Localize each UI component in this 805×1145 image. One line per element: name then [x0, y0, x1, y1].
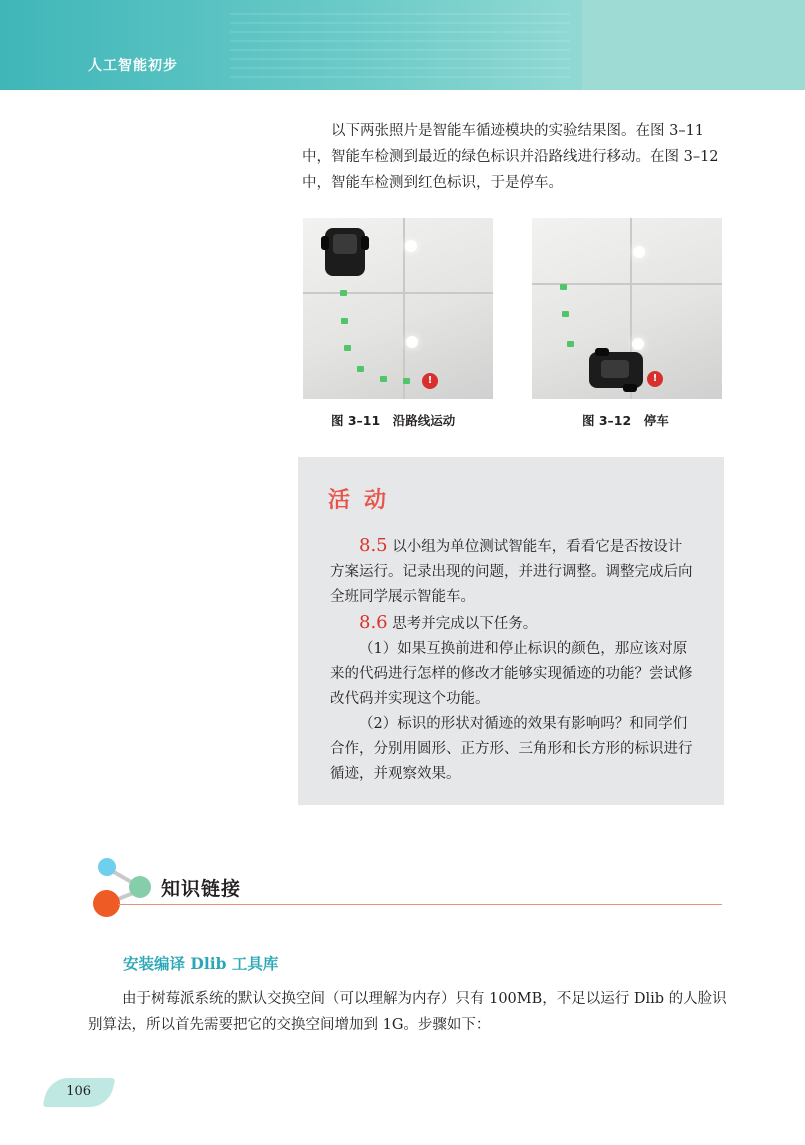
green-marker — [344, 345, 351, 351]
header-panel — [582, 0, 805, 90]
smart-car — [325, 228, 365, 276]
activity-title: 活动 — [328, 488, 401, 513]
green-marker — [380, 376, 387, 382]
page-number: 106 — [66, 1084, 92, 1099]
molecule-icon — [93, 890, 120, 917]
activity-item-number: 8.6 — [359, 612, 388, 633]
figure-3-12-photo — [532, 218, 722, 399]
figure-3-11-caption: 图 3–11 沿路线运动 — [331, 413, 456, 428]
green-marker — [340, 290, 347, 296]
intro-paragraph: 以下两张照片是智能车循迹模块的实验结果图。在图 3–11 中，智能车检测到最近的绿色标识并沿路线进行移动。在图 3–12 中，智能车检测到红色标识，于是停车。 — [302, 123, 719, 191]
activity-subitem: （1）如果互换前进和停止标识的颜色，那应该对原来的代码进行怎样的修改才能够实现循迹的功能？尝试修改代码并实现这个功能。 — [330, 641, 693, 707]
activity-content — [330, 533, 695, 787]
activity-box — [298, 457, 724, 805]
book-title: 人工智能初步 — [88, 58, 178, 74]
figure-3-12-caption: 图 3–12 停车 — [582, 413, 669, 428]
knowledge-link-header — [88, 856, 728, 918]
green-marker — [567, 341, 574, 347]
molecule-icon — [98, 858, 116, 876]
divider — [118, 904, 722, 905]
activity-subitem: （2）标识的形状对循迹的效果有影响吗？和同学们合作，分别用圆形、正方形、三角形和长方形的标识进行循迹，并观察效果。 — [330, 716, 693, 782]
knowledge-link-title: 知识链接 — [161, 878, 242, 900]
green-marker — [560, 284, 567, 290]
page-header — [0, 0, 805, 90]
activity-item-number: 8.5 — [359, 535, 388, 556]
red-stop-marker: ! — [647, 371, 663, 387]
green-marker — [357, 366, 364, 372]
green-marker — [341, 318, 348, 324]
activity-item-text: 思考并完成以下任务。 — [387, 616, 538, 632]
green-marker — [562, 311, 569, 317]
green-marker — [403, 378, 410, 384]
red-stop-marker: ! — [422, 373, 438, 389]
activity-item-text: 以小组为单位测试智能车，看看它是否按设计方案运行。记录出现的问题，并进行调整。调整完成后向全班同学展示智能车。 — [330, 539, 693, 605]
page-number-badge — [42, 1078, 115, 1107]
knowledge-paragraph: 由于树莓派系统的默认交换空间（可以理解为内存）只有 100MB，不足以运行 Dlib 的人脸识别算法，所以首先需要把它的交换空间增加到 1G。步骤如下： — [88, 991, 727, 1033]
figure-3-11-photo — [303, 218, 493, 399]
smart-car — [589, 352, 643, 388]
section-subtitle: 安装编译 Dlib 工具库 — [123, 954, 279, 973]
header-code-texture — [230, 8, 570, 78]
molecule-icon — [129, 876, 151, 898]
